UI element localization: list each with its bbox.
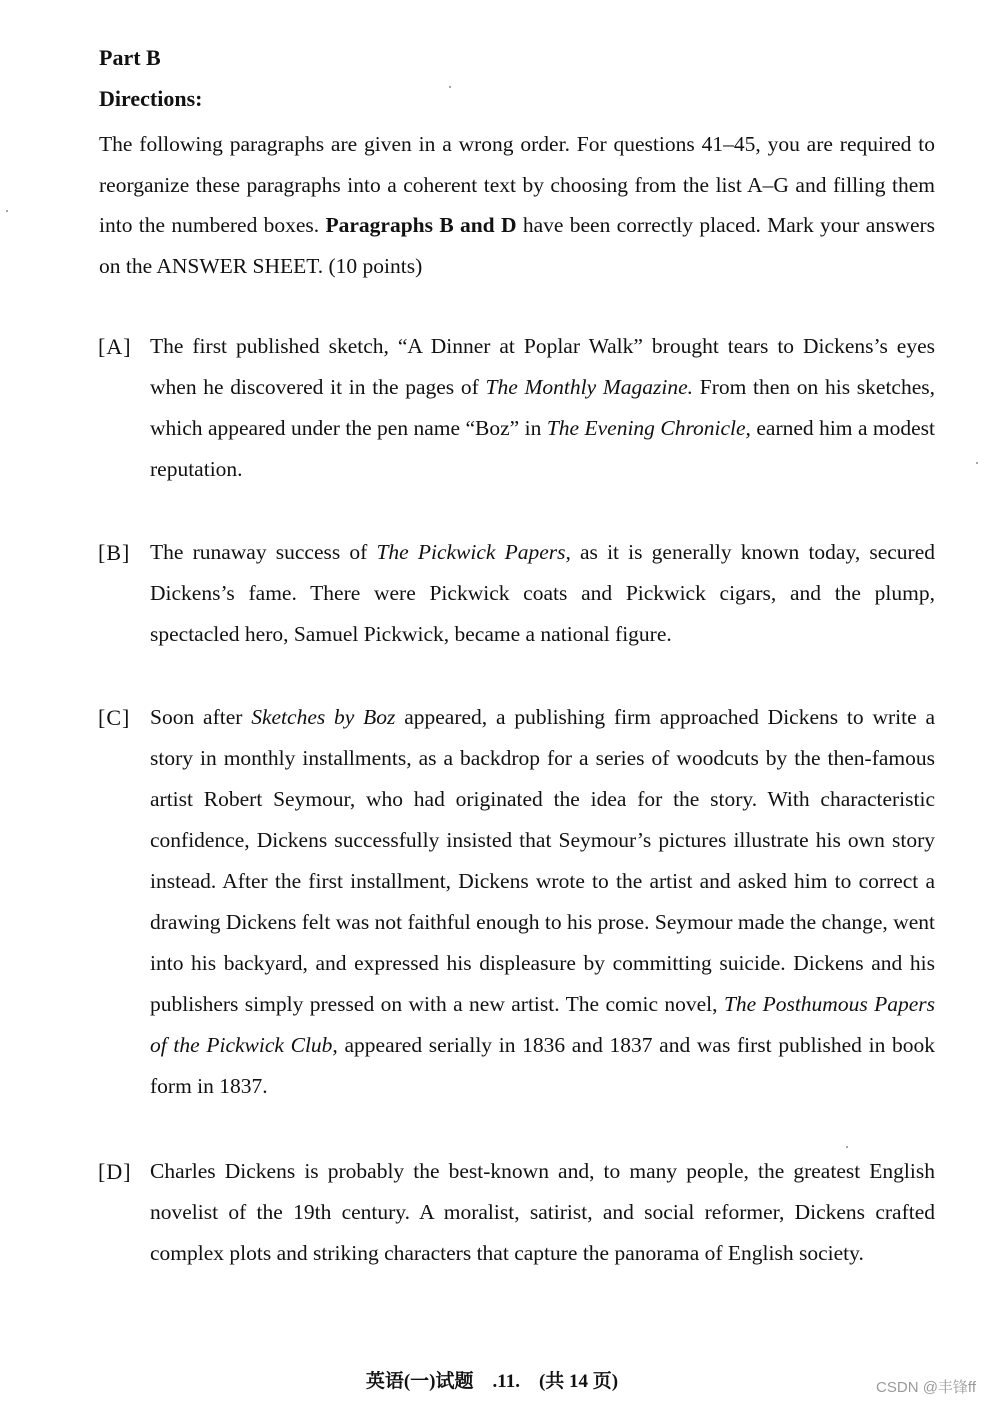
paragraph-c-text-2: appeared, a publishing firm approached Dickens to write a story in monthly installments, as a backdrop for a series of woodcuts by the then-famous artist Robert Seymour, who had originated the idea for the story. With characteristic confidence, Dickens successfully insisted that Seymour’s pictures illustrate his own story instead. After the first installment, Dickens wrote to the artist and asked him to correct a drawing Dickens felt was not faithful enough to his prose. Seymour made the change, went into his backyard, and expressed his displeasure by committing suicide. Dickens and his publishers simply pressed on with a new artist. The comic novel, <box>150 705 935 1016</box>
paragraph-a-text-1: The first published sketch, “A Dinner at Poplar Walk” brought tears to Dickens’s eyes when he discovered it in the pages of <box>150 334 935 399</box>
scan-speck <box>449 86 451 88</box>
paragraph-text <box>150 697 935 1107</box>
paragraph-label: [D] <box>98 1159 132 1184</box>
part-title: Part B <box>99 45 161 70</box>
paragraph-text <box>150 326 935 490</box>
paragraph-b-italic-1: The Pickwick Papers, <box>376 540 571 564</box>
watermark: CSDN @丰锋ff <box>876 1379 976 1396</box>
directions-bold: Paragraphs B and D <box>325 213 517 237</box>
paragraph-c <box>98 697 935 1107</box>
paragraph-a-text-2: From then on his sketches, which appeared under the pen name “Boz” in <box>150 375 935 440</box>
paragraph-a-italic-1: The Monthly Magazine. <box>485 375 694 399</box>
directions-heading <box>99 86 202 112</box>
paragraph-c-italic-1: Sketches by Boz <box>251 705 396 729</box>
scan-speck <box>846 1146 848 1148</box>
directions-after: have been correctly placed. Mark your answers on the ANSWER SHEET. (10 points) <box>99 213 936 278</box>
paragraph-c-italic-2: The Posthumous Papers of the Pickwick Club, <box>150 992 936 1057</box>
paragraph-c-text-1: Soon after <box>150 705 243 729</box>
paragraph-a-italic-2: The Evening Chronicle, <box>546 416 751 440</box>
paragraph-c-text-3: appeared serially in 1836 and 1837 and was first published in book form in 1837. <box>150 1033 936 1098</box>
paragraph-label: [A] <box>98 334 132 359</box>
paragraph-label: [B] <box>98 540 131 565</box>
paragraph-text <box>150 532 935 655</box>
scan-speck <box>6 210 8 212</box>
paragraph-a-text-3: earned him a modest reputation. <box>150 416 936 481</box>
paragraph-b-text-2: as it is generally known today, secured Dickens’s fame. There were Pickwick coats and Pickwick cigars, and the plump, spectacled hero, Samuel Pickwick, became a national figure. <box>150 540 936 646</box>
paragraph-label: [C] <box>98 705 131 730</box>
directions-text <box>99 124 935 286</box>
paragraph-d-text-1: Charles Dickens is probably the best-known and, to many people, the greatest English novelist of the 19th century. A moralist, satirist, and social reformer, Dickens crafted complex plots and striking characters that capture the panorama of English society. <box>150 1159 935 1265</box>
directions-label: Directions <box>99 86 196 111</box>
paragraph-d <box>98 1151 935 1274</box>
directions-colon: : <box>195 86 203 111</box>
directions-before: The following paragraphs are given in a wrong order. For questions 41–45, you are required to reorganize these paragraphs into a coherent text by choosing from the list A–G and filling them into the numbered boxes. <box>99 132 935 237</box>
paragraph-b-text-1: The runaway success of <box>150 540 368 564</box>
scan-speck <box>976 462 978 464</box>
paragraph-b <box>98 532 935 655</box>
paragraph-text <box>150 1151 935 1274</box>
page-footer: 英语(一)试题 .11. (共 14 页) <box>365 1371 619 1392</box>
paragraph-a <box>98 326 935 490</box>
